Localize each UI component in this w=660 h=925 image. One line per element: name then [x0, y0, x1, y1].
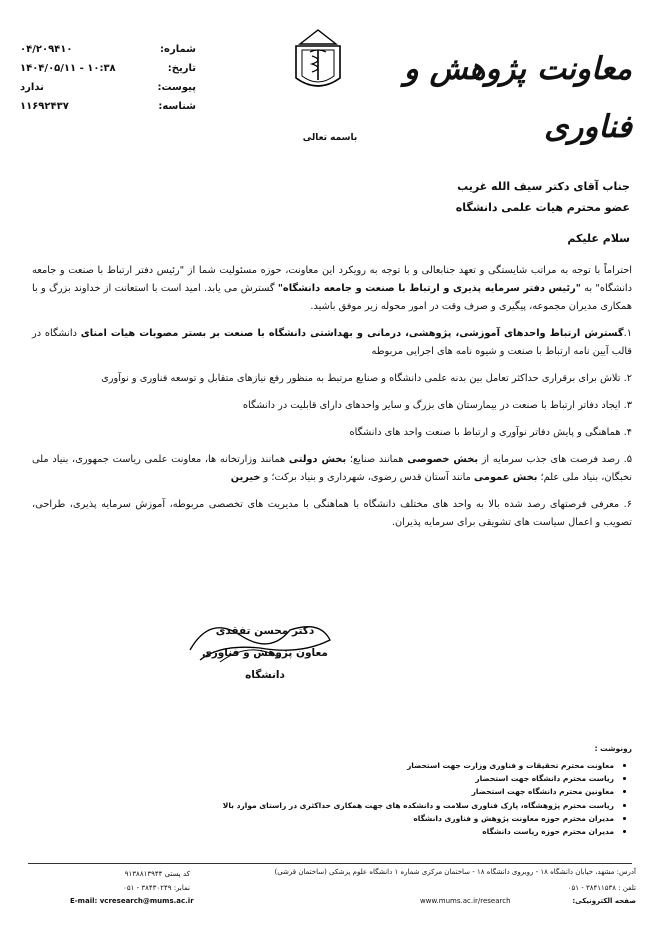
item-bold-text: بخش خصوصی [407, 454, 478, 465]
cc-item: مدیران محترم حوزه معاونت پژوهش و فناوری دانشگاه [72, 812, 614, 825]
university-logo [288, 28, 348, 98]
item-text: مانند آستان قدس رضوی، شهرداری و بنیاد برکت؛ و [260, 472, 475, 483]
meta-number-label: شماره: [160, 44, 196, 55]
item-number: ۴. [623, 427, 632, 438]
item-number: ۶. [623, 499, 632, 510]
footer-address: آدرس: مشهد، خیابان دانشگاه ۱۸ - روبروی دانشگاه ۱۸ - ساختمان مرکزی شماره ۱ دانشگاه علوم پزشکی (ساختمان قرشی) [274, 868, 636, 876]
item-text: همانند وزارتخانه ها، معاونت علمی ریاست جمهوری، بنیاد ملی نخبگان، بنیاد ملی علم؛ [32, 454, 632, 483]
footer-website-label: صفحه الکترونیکی: [572, 897, 636, 905]
list-item [32, 397, 632, 415]
item-text: همانند صنایع؛ [346, 454, 408, 465]
list-item [32, 424, 632, 442]
letter-meta [20, 40, 196, 116]
footer-phone: تلفن : ۳۸۴۱۱۵۳۸ - ۰۵۱ [567, 884, 636, 892]
intro-paragraph [32, 262, 632, 316]
opening-invocation: باسمه تعالی [302, 133, 358, 143]
signature-block [200, 620, 330, 686]
signer-title: معاون پژوهش و فناوری دانشگاه [202, 647, 328, 681]
item-bold-text: گسترش ارتباط واحدهای آموزشی، پژوهشی، درمانی و بهداشتی دانشگاه با صنعت بر بستر مصوبات هیات امنای [80, 328, 624, 339]
item-text: معرفی فرصتهای رصد شده بالا به واحد های مختلف دانشگاه با هماهنگی با مدیریت های تخصصی مربوطه، آموزش سرمایه پذیری، طراحی، تصویب و اعمال سیاست های تشویقی برای سرمایه پذیران. [32, 499, 632, 528]
list-item [32, 370, 632, 388]
meta-date-value: ۱۴۰۴/۰۵/۱۱ - ۱۰:۳۸ [20, 63, 116, 74]
meta-date-label: تاریخ: [167, 63, 196, 74]
cc-list [72, 759, 632, 838]
footer-divider [28, 863, 632, 864]
item-text: تلاش برای برقراری حداکثر تعامل بین بدنه علمی دانشگاه و صنایع مرتبط به منظور رفع نیازهای متقابل و توسعه فناوری و نوآوری [101, 373, 621, 384]
footer-website: www.mums.ac.ir/research [420, 897, 511, 905]
cc-item: مدیران محترم حوزه ریاست دانشگاه [72, 825, 614, 838]
salutation: سلام علیکم [567, 232, 630, 245]
item-bold-text: بخش دولتی [288, 454, 347, 465]
item-number: ۱. [623, 328, 632, 339]
cc-title: رونوشت : [594, 744, 632, 753]
meta-attachment-value: ندارد [20, 82, 44, 93]
list-item [32, 325, 632, 361]
item-number: ۳. [623, 400, 632, 411]
list-item [32, 496, 632, 532]
meta-id-label: شناسه: [158, 101, 196, 112]
recipient-name: جناب آقای دکتر سیف الله غریب [457, 180, 630, 193]
meta-id-row [20, 97, 196, 116]
footer-fax: نمابر: ۳۸۴۳۰۲۴۹ - ۰۵۱ [123, 884, 190, 892]
cc-item: معاونت محترم تحقیقات و فناوری وزارت جهت استحضار [72, 759, 614, 772]
item-number: ۵. [623, 454, 632, 465]
cc-item: معاونین محترم دانشگاه جهت استحضار [72, 785, 614, 798]
item-text: هماهنگی و پایش دفاتر نوآوری و ارتباط با صنعت واحد های دانشگاه [349, 427, 621, 438]
cc-item: ریاست محترم دانشگاه جهت استحضار [72, 772, 614, 785]
intro-text-1: احتراماً با توجه به مراتب شایستگی و تعهد جنابعالی و با توجه به رویکرد این معاونت، حوزه مسئولیت شما از "رئیس دفتر ارتباط با صنعت و جامعه دانشگاه" به [32, 265, 633, 294]
item-bold-text: خیرین [230, 472, 261, 483]
meta-attachment-row [20, 78, 196, 97]
meta-date-row [20, 59, 196, 78]
letterhead-brand: معاونت پژوهش و فناوری [403, 51, 632, 145]
signer-name: دکتر محسن تفقدی [215, 625, 315, 637]
item-bold-text: بخش عمومی [474, 472, 538, 483]
intro-highlight: "رئیس دفتر سرمایه پذیری و ارتباط با صنعت و جامعه دانشگاه" [277, 283, 581, 294]
footer-postal-code: کد پستی ۹۱۳۸۸۱۳۹۴۴ [124, 870, 190, 878]
list-item [32, 451, 632, 487]
cc-block [72, 744, 632, 838]
recipient-title: عضو محترم هیات علمی دانشگاه [455, 201, 630, 214]
meta-number-value: ۰۴/۲۰۹۴۱۰ [20, 44, 73, 55]
item-text: رصد فرصت های جذب سرمایه از [478, 454, 620, 465]
meta-attachment-label: پیوست: [157, 82, 196, 93]
intro-text-2: گسترش می یابد. امید است با استعانت از خداوند بزرگ و با همکاری مدیران مجموعه، پیگیری و صرف وقت در امور محوله زیر موفق باشید. [32, 283, 632, 312]
recipient [30, 176, 630, 218]
meta-number-row [20, 40, 196, 59]
item-number: ۲. [623, 373, 632, 384]
letter-body [32, 262, 632, 541]
item-text: دانشگاه در قالب آیین نامه ارتباط با صنعت و شیوه نامه های اجرایی مربوطه [32, 328, 632, 357]
footer-email: E-mail: vcresearch@mums.ac.ir [70, 897, 194, 905]
item-text: ایجاد دفاتر ارتباط با صنعت در بیمارستان های بزرگ و سایر واحدهای دارای قابلیت در دانشگاه [242, 400, 621, 411]
cc-item: ریاست محترم پژوهشگاه، پارک فناوری سلامت و دانشکده های جهت همکاری حداکثری در راستای موارد بالا [72, 799, 614, 812]
meta-id-value: ۱۱۶۹۲۴۳۷ [20, 101, 69, 112]
